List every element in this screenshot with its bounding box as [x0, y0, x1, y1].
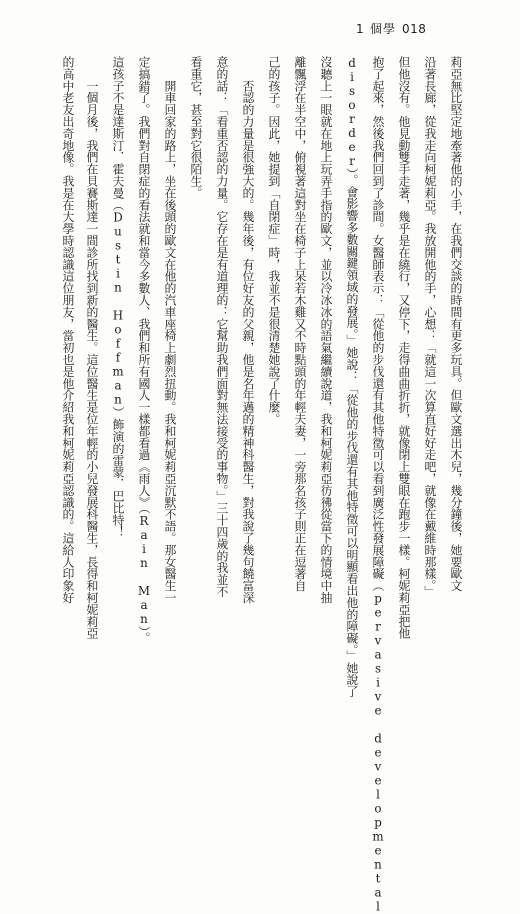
text-column: 莉亞無比堅定地牽著他的小手，在我們交談的時間有更多玩具。但歐文選出木兒，幾分鐘後，她要歐文	[449, 56, 463, 592]
body-text	[60, 56, 464, 914]
text-column: 否認的力量是很強大的。幾年後，有位好友的父親，他是名年邁的精神科醫生，對我說了幾句饒富深	[241, 56, 255, 604]
text-column: 開車回家的路上，坐在後頭的歐文在他的汽車座椅上劇烈扭動。我和柯妮莉亞沉默不語。那女醫生一	[163, 56, 177, 604]
text-column: 意的話：「看重否認的力量。它存在是有道理的：它幫助我們面對無法接受的事物。」三十四歲的我並不	[215, 56, 229, 598]
chapter-number: 1	[356, 22, 364, 36]
text-column: 沿著長廊，從我走向柯妮莉亞。我放開他的手，心想：「就這一次算直好好走吧，就像在戴維時那樣。」	[423, 56, 437, 598]
text-column: 沒聽上一眼就在地上玩弄手指的歐文，並以冷冰冰的語氣繼續說道，我和柯妮莉亞彷彿從當下的情境中抽	[319, 56, 333, 604]
text-column: disorder）。會影響多數關鍵領域的發展。」她說：「從他的步伐還有其他特徵可以明顯看出他的障礙。」她說了	[345, 56, 359, 698]
chapter-title: 個學	[370, 22, 397, 36]
running-header	[356, 21, 466, 37]
text-column: 離飄浮在半空中，俯視著這對坐在椅子上呆若木雞又不時點頭的年輕夫妻，一旁那名孩子則正在逗著自	[293, 56, 307, 592]
text-column: 這孩子不是達斯汀．霍夫曼（Dustin Hoffman）飾演的雷蒙．巴比特！	[111, 56, 125, 538]
page-number: 018	[402, 22, 427, 36]
text-column: 定搞錯了。我們對自閉症的看法就和當今多數人、我們和所有國人一樣都看過《雨人》（Rain Man）。	[137, 56, 151, 644]
text-column: 的高中老友出奇地像。我是在大學時認識這位朋友，當初也是他介紹我和柯妮莉亞認識的。這給人印象好	[61, 56, 75, 604]
text-column: 但他沒有。他見動雙手走著，幾乎是在繞行，又停下，走得曲曲折折，就像閉上雙眼在跑步一樣。柯妮莉亞把他	[397, 56, 411, 640]
text-column: 抱了起來，然後我們回到了診間。女醫師表示：「從他的步伐還有其他特徵可以看到廣泛性發展障礙（pervasive developmental	[371, 56, 385, 914]
text-column: 一個月後，我們在貝賽斯達一間診所找到新的醫生。這位醫生是位年輕的小兒發展科醫生，長得和柯妮莉亞	[85, 56, 99, 640]
text-column: 己的孩子。因此，她提到「自閉症」時，我並不是很清楚她說了什麼。	[267, 56, 281, 425]
text-column: 看重它，甚至對它很陌生。	[189, 56, 203, 199]
